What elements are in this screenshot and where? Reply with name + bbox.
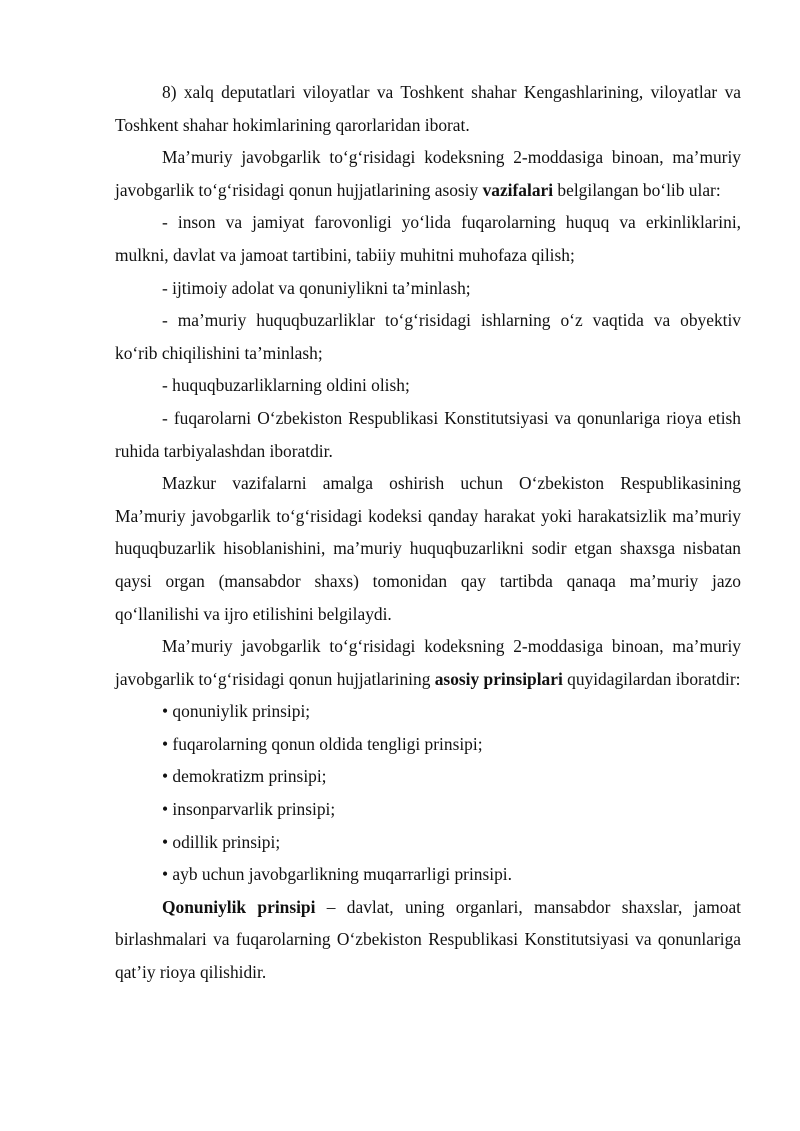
paragraph-code-purpose: Mazkur vazifalarni amalga oshirish uchun O‘zbekiston Respublikasining Ma’muriy javobgarlik to‘g‘risidagi kodeksi qanday harakat yoki harakatsizlik ma’muriy huquqbuzarlik hisoblanishini, ma’muriy huquqbuzarlikni sodir etgan shaxsga nisbatan qaysi organ (mansabdor shaxs) tomonidan qay tartibda qanaqa ma’muriy jazo qo‘llanilishi va ijro etilishini belgilaydi. [115,473,741,624]
paragraph-principles-intro [115,630,741,695]
principle-item: • qonuniylik prinsipi; [162,701,311,722]
text-run: – davlat, uning organlari, mansabdor shaxslar, jamoat birlashmalari va fuqarolarning O‘zbekiston Respublikasi Konstitutsiyasi va qonunlariga qat’iy rioya qilishidir. [115,896,741,983]
task-item: - fuqarolarni O‘zbekiston Respublikasi Konstitutsiyasi va qonunlariga rioya etish ruhida tarbiyalashdan iboratdir. [115,407,741,461]
task-item: - ma’muriy huquqbuzarliklar to‘g‘risidagi ishlarning o‘z vaqtida va obyektiv ko‘rib chiqilishini ta’minlash; [115,310,741,363]
text-run: quyidagilardan iboratdir: [562,668,741,689]
bold-term-tasks: vazifalari [482,179,554,200]
principle-item: • ayb uchun javobgarlikning muqarrarligi prinsipi. [162,864,512,885]
principle-item: • fuqarolarning qonun oldida tengligi prinsipi; [162,733,483,754]
paragraph-list-end: 8) xalq deputatlari viloyatlar va Toshkent shahar Kengashlarining, viloyatlar va Toshkent shahar hokimlarining qarorlaridan iborat. [115,82,741,135]
task-item: - ijtimoiy adolat va qonuniylikni ta’minlash; [162,277,471,298]
text-run: belgilangan bo‘lib ular: [553,179,721,200]
document-page [115,76,741,989]
task-item: - inson va jamiyat farovonligi yo‘lida fuqarolarning huquq va erkinliklarini, mulkni, davlat va jamoat tartibini, tabiiy muhitni muhofaza qilish; [115,212,741,265]
principle-item: • demokratizm prinsipi; [162,766,327,787]
paragraph-legality-definition [115,891,741,989]
task-item: - huquqbuzarliklarning oldini olish; [162,375,410,396]
principle-item: • odillik prinsipi; [162,831,281,852]
bold-term-legality: Qonuniylik prinsipi [162,896,316,917]
paragraph-tasks-intro [115,141,741,206]
text-run: Ma’muriy javobgarlik to‘g‘risidagi kodeksning 2-moddasiga binoan, ma’muriy javobgarlik to‘g‘risidagi qonun hujjatlarining asosiy [115,147,741,200]
principle-item: • insonparvarlik prinsipi; [162,799,336,820]
bold-term-principles: asosiy prinsiplari [434,668,563,689]
text-run: Ma’muriy javobgarlik to‘g‘risidagi kodeksning 2-moddasiga binoan, ma’muriy javobgarlik to‘g‘risidagi qonun hujjatlarining [115,636,741,689]
